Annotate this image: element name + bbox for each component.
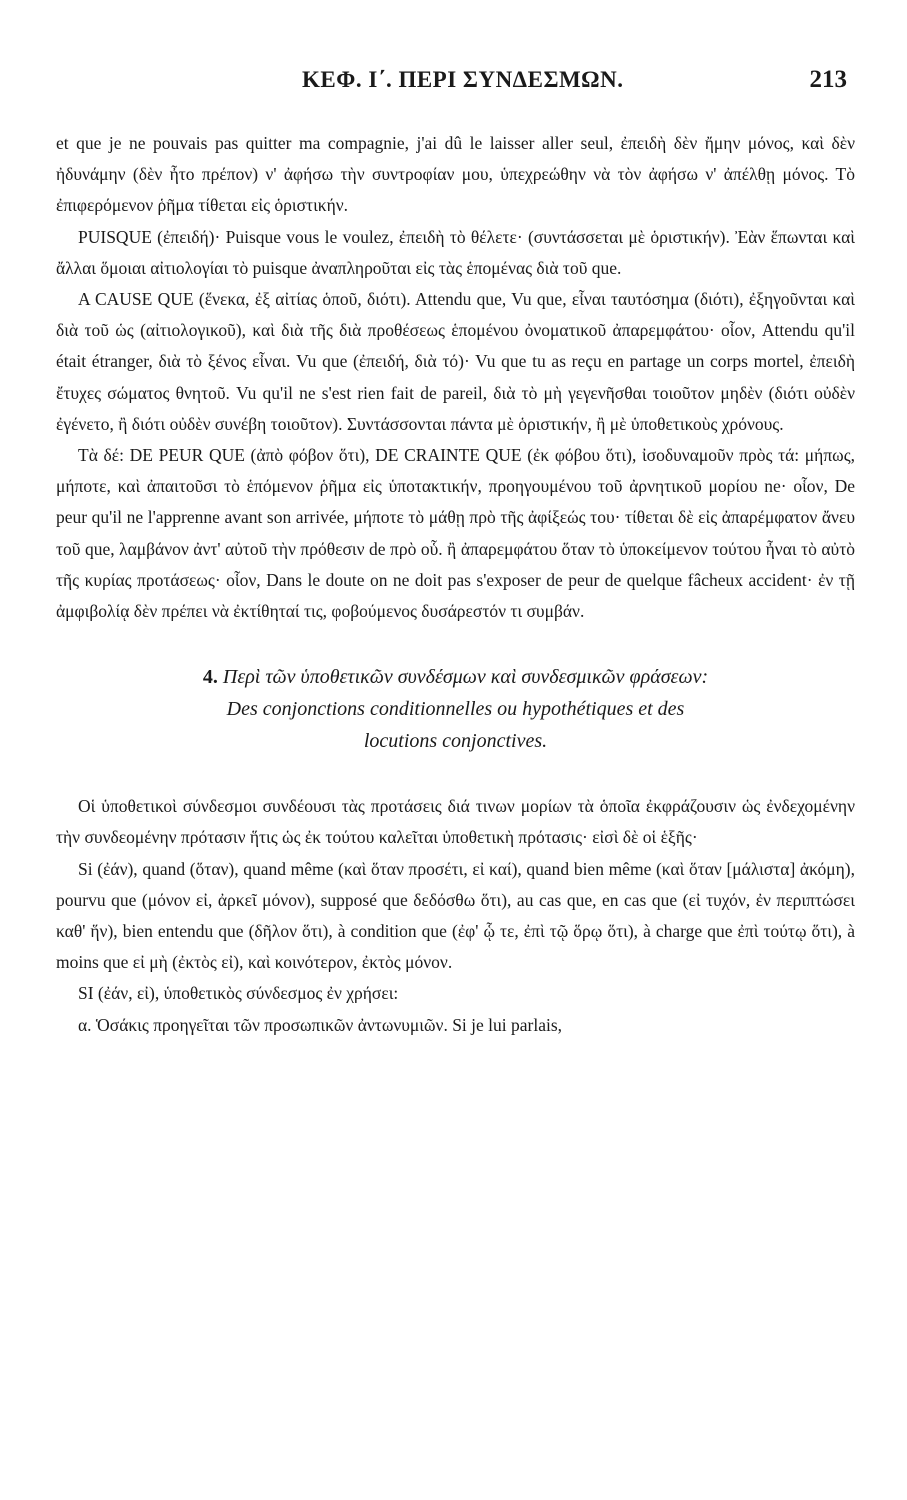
paragraph: A CAUSE QUE (ἕνεκα, ἐξ αἰτίας ὁποῦ, διότι). Attendu que, Vu que, εἶναι ταυτόσημα (διότι), ἐξηγοῦνται καὶ διὰ τοῦ ὡς (αἰτιολογικοῦ), καὶ διὰ τῆς διὰ προθέσεως ἑπομένου ὀνοματικοῦ ἀπαρεμφάτου· οἷον, Attendu qu'il était étranger, διὰ τὸ ξένος εἶναι. Vu que (ἐπειδή, διὰ τό)· Vu que tu as reçu en partage un corps mortel, ἐπειδὴ ἔτυχες σώματος θνητοῦ. Vu qu'il ne s'est rien fait de pareil, διὰ τὸ μὴ γεγενῆσθαι τοιοῦτον μηδὲν (διότι οὐδὲν ἐγένετο, ἢ διότι οὐδὲν συνέβη τοιοῦτον). Συντάσσονται πάντα μὲ ὁριστικήν, ἢ μὲ ὑποθετικοὺς χρόνους. [56,289,855,434]
main-text [56,128,855,627]
paragraph: α. Ὁσάκις προηγεῖται τῶν προσωπικῶν ἀντωνυμιῶν. Si je lui parlais, [78,1014,563,1035]
section-heading [56,661,855,757]
section-title-french-line1: Des conjonctions conditionnelles ou hypothétiques et des [226,698,685,721]
paragraph: et que je ne pouvais pas quitter ma compagnie, j'ai dû le laisser aller seul, ἐπειδὴ δὲν ἤμην μόνος, καὶ δὲν ἠδυνάμην (δὲν ἦτο πρέπον) ν' ἀφήσω τὴν συντροφίαν μου, ὑπεχρεώθην νὰ τὸν ἀφήσω ν' ἀπέλθῃ μόνος. Τὸ ἐπιφερόμενον ῥῆμα τίθεται εἰς ὁριστικήν. [56,133,855,216]
section-text [56,791,855,1041]
paragraph: Οἱ ὑποθετικοὶ σύνδεσμοι συνδέουσι τὰς προτάσεις διά τινων μορίων τὰ ὁποῖα ἐκφράζουσιν ὡς ἐνδεχομένην τὴν συνδεομένην πρότασιν ἥτις ὡς ἐκ τούτου καλεῖται ὑποθετικὴ πρότασις· εἰσὶ δὲ οἱ ἑξῆς· [56,796,855,848]
paragraph: PUISQUE (ἐπειδή)· Puisque vous le voulez, ἐπειδὴ τὸ θέλετε· (συντάσσεται μὲ ὁριστικήν). Ἐὰν ἕπωνται καὶ ἄλλαι ὅμοιαι αἰτιολογίαι τὸ puisque ἀναπληροῦται εἰς τὰς ἑπομένας διὰ τοῦ que. [56,226,855,278]
running-header [56,66,855,94]
chapter-title: ΚΕΦ. Ι΄. ΠΕΡΙ ΣΥΝΔΕΣΜΩΝ. [302,67,624,92]
paragraph: Si (ἐάν), quand (ὅταν), quand même (καὶ ὅταν προσέτι, εἰ καί), quand bien même (καὶ ὅταν [μάλιστα] ἀκόμη), pourvu que (μόνον εἰ, ἀρκεῖ μόνον), supposé que δεδόσθω ὅτι), au cas que, en cas que (εἰ τυχόν, ἐν περιπτώσει καθ' ἥν), bien entendu que (δῆλον ὅτι), à condition que (ἐφ' ᾧ τε, ἐπὶ τῷ ὅρῳ ὅτι), à charge que ἐπὶ τούτῳ ὅτι), à moins que εἰ μὴ (ἐκτὸς εἰ), καὶ κοινότερον, ἐκτὸς μόνον. [56,858,855,973]
paragraph: SI (ἐάν, εἰ), ὑποθετικὸς σύνδεσμος ἐν χρήσει: [78,983,399,1004]
section-title-french-line2: locutions conjonctives. [363,730,548,753]
section-heading-greek [56,661,855,693]
section-number: 4. [202,666,218,689]
paragraph: Τὰ δέ: DE PEUR QUE (ἀπὸ φόβον ὅτι), DE CRAINTE QUE (ἐκ φόβου ὅτι), ἰσοδυναμοῦν πρὸς τά: μήπως, μήποτε, καὶ ἀπαιτοῦσι τὸ ἑπόμενον ῥῆμα εἰς ὑποτακτικήν, προηγουμένου τοῦ ἀρνητικοῦ μορίου ne· οἷον, De peur qu'il ne l'apprenne avant son arrivée, μήποτε τὸ μάθῃ πρὸ τῆς ἀφίξεώς του· τίθεται δὲ εἰς ἀπαρέμφατον ἄνευ τοῦ que, λαμβάνον ἀντ' αὐτοῦ τὴν πρόθεσιν de πρὸ οὗ. ἢ ἀπαρεμφάτου ὅταν τὸ ὑποκείμενον τούτου ἦναι τὸ αὐτὸ τῆς κυρίας προτάσεως· οἷον, Dans le doute on ne doit pas s'exposer de peur de quelque fâcheux accident· ἐν τῇ ἀμφιβολίᾳ δὲν πρέπει νὰ ἐκτίθηταί τις, φοβούμενος δυσάρεστόν τι συμβάν. [56,445,855,622]
section-title-greek: Περὶ τῶν ὑποθετικῶν συνδέσμων καὶ συνδεσμικῶν φράσεων: [222,666,709,689]
page-number: 213 [809,66,847,93]
